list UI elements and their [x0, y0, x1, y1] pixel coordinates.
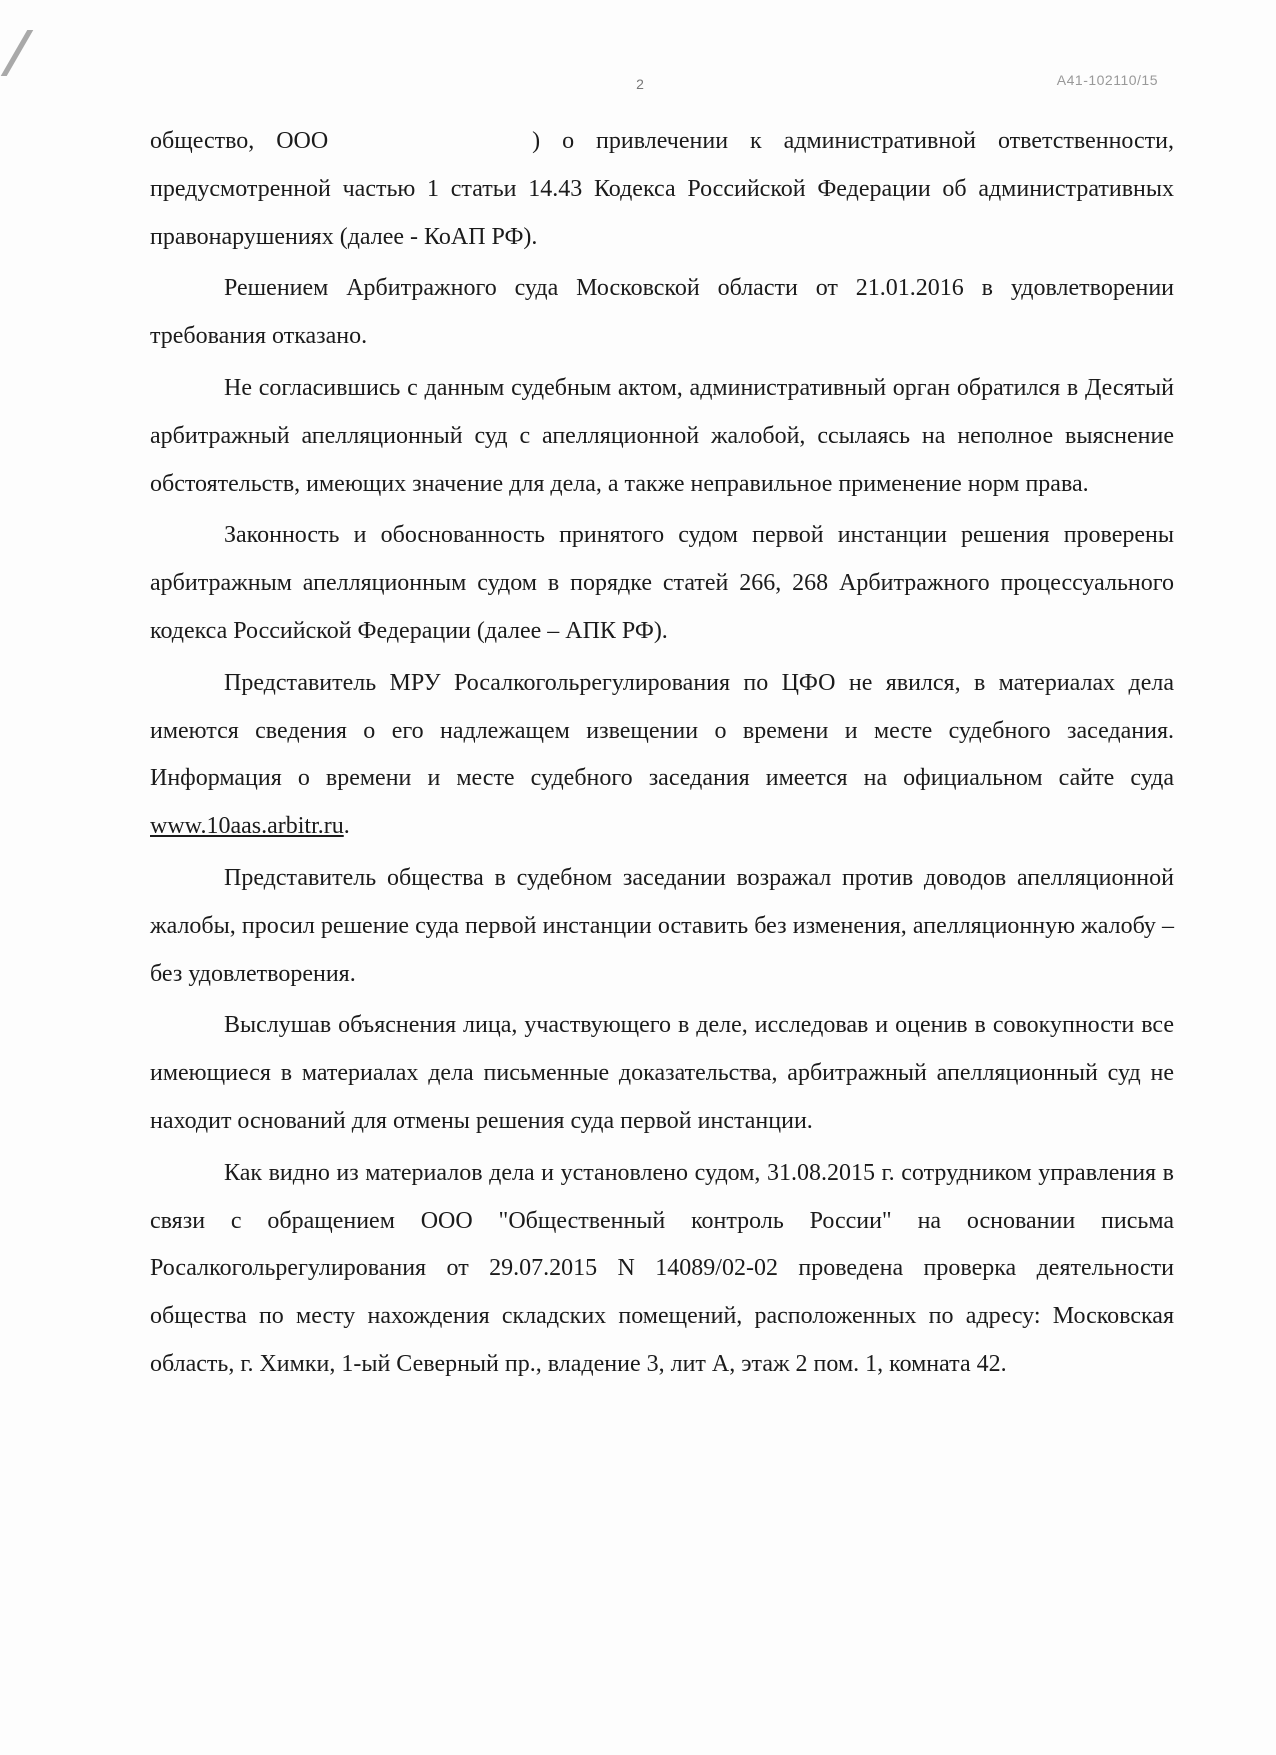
paragraph: Как видно из материалов дела и установлено судом, 31.08.2015 г. сотрудником управления в связи с обращением ООО "Общественный контроль России" на основании письма Росалкогольрегулирования от 29.07.2015 N 14089/02-02 проведена проверка деятельности общества по месту нахождения складских помещений, расположенных по адресу: Московская область, г. Химки, 1-ый Северный пр., владение 3, лит А, этаж 2 пом. 1, комната 42.	[150, 1159, 1174, 1377]
paragraph-text: .	[343, 813, 350, 840]
scan-edge-mark	[1, 30, 34, 76]
paragraph: Выслушав объяснения лица, участвующего в деле, исследовав и оценив в совокупности все имеющиеся в материалах дела письменные доказательства, арбитражный апелляционный суд не находит оснований для отмены решения суда первой инстанции.	[150, 1012, 1174, 1134]
paragraph: Решением Арбитражного суда Московской области от 21.01.2016 в удовлетворении требования отказано.	[150, 275, 1174, 350]
paragraph: Законность и обоснованность принятого судом первой инстанции решения проверены арбитражным апелляционным судом в порядке статей 266, 268 Арбитражного процессуального кодекса Российской Федерации (далее – АПК РФ).	[150, 522, 1174, 644]
document-body	[150, 118, 1174, 1393]
court-website-link[interactable]: www.10aas.arbitr.ru	[150, 813, 344, 840]
page-number: 2	[636, 76, 644, 92]
paragraph-text: ) о привлечении к административной ответственности, предусмотренной частью 1 статьи 14.43 Кодекса Российской Федерации об административных правонарушениях (далее - КоАП РФ).	[150, 128, 1175, 250]
paragraph-text: Представитель МРУ Росалкогольрегулирования по ЦФО не явился, в материалах дела имеются сведения о его надлежащем извещении о времени и месте судебного заседания. Информация о времени и месте судебного заседания имеется на официальном сайте суда	[150, 669, 1174, 792]
paragraph	[150, 660, 1174, 851]
paragraph: Представитель общества в судебном заседании возражал против доводов апелляционной жалобы, просил решение суда первой инстанции оставить без изменения, апелляционную жалобу – без удовлетворения.	[150, 864, 1174, 987]
paragraph-text: общество, ООО	[150, 128, 329, 154]
paragraph: Не согласившись с данным судебным актом, административный орган обратился в Десятый арбитражный апелляционный суд с апелляционной жалобой, ссылаясь на неполное выяснение обстоятельств, имеющих значение для дела, а также неправильное применение норм права.	[150, 374, 1174, 497]
paragraph-continuation	[150, 118, 1174, 261]
case-number: А41-102110/15	[1056, 72, 1158, 88]
